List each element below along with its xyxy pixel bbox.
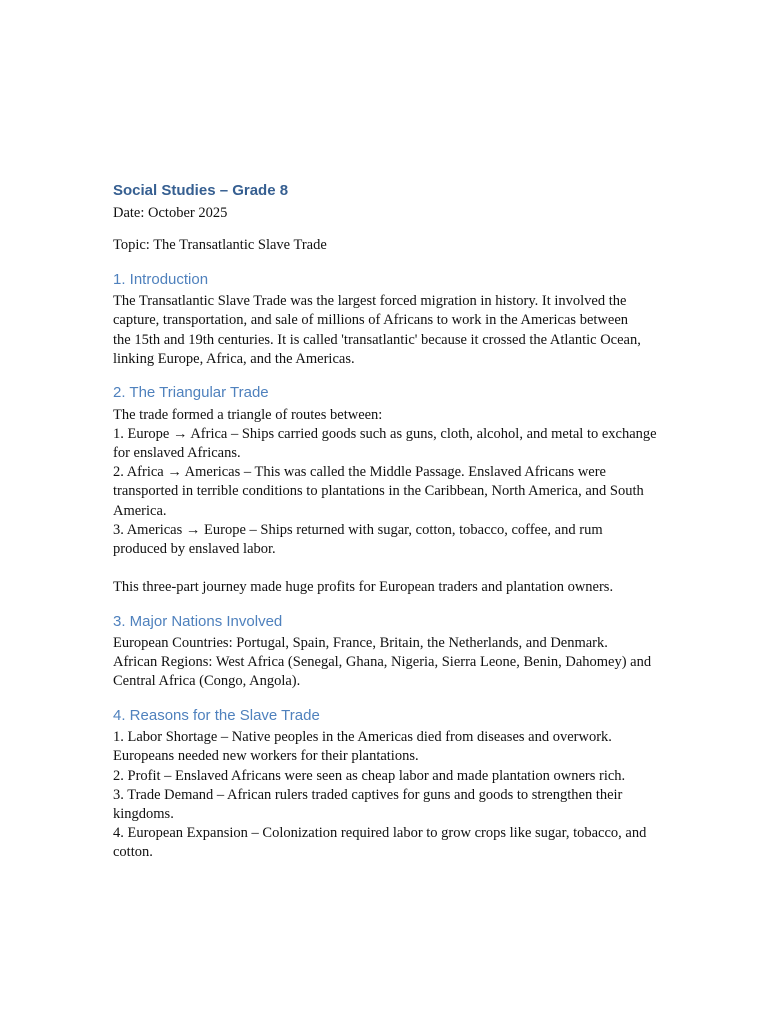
document-date: Date: October 2025 <box>113 205 228 222</box>
paragraph <box>113 578 713 597</box>
text-line: This three-part journey made huge profits for European traders and plantation owners. <box>113 579 614 596</box>
text-line: 1. Labor Shortage – Native peoples in the Americas died from diseases and overwork. <box>113 729 612 746</box>
text-line: African Regions: West Africa (Senegal, Ghana, Nigeria, Sierra Leone, Benin, Dahomey) and <box>113 654 652 671</box>
section-heading: 2. The Triangular Trade <box>113 384 269 402</box>
text-line: 2. Africa → Americas – This was called the Middle Passage. Enslaved Africans were <box>113 464 606 481</box>
text-line: European Countries: Portugal, Spain, France, Britain, the Netherlands, and Denmark. <box>113 635 608 652</box>
section-heading: 3. Major Nations Involved <box>113 612 283 630</box>
paragraph <box>113 728 713 862</box>
section-reasons <box>113 705 713 862</box>
text-line: The Transatlantic Slave Trade was the largest forced migration in history. It involved the <box>113 293 627 310</box>
text-line: 3. Trade Demand – African rulers traded captives for guns and goods to strengthen their <box>113 786 623 803</box>
section-triangular-trade <box>113 382 713 597</box>
document-title: Social Studies – Grade 8 <box>113 182 289 199</box>
text-line: capture, transportation, and sale of millions of Africans to work in the Americas between <box>113 312 629 329</box>
section-introduction <box>113 269 713 369</box>
section-heading: 4. Reasons for the Slave Trade <box>113 706 320 724</box>
text-line: 4. European Expansion – Colonization required labor to grow crops like sugar, tobacco, and <box>113 825 647 842</box>
text-line: 2. Profit – Enslaved Africans were seen as cheap labor and made plantation owners rich. <box>113 767 626 784</box>
section-major-nations <box>113 611 713 692</box>
document-page <box>113 180 713 862</box>
paragraph <box>113 634 713 691</box>
text-line: Central Africa (Congo, Angola). <box>113 673 301 690</box>
text-line: Europeans needed new workers for their plantations. <box>113 748 419 765</box>
text-line: The trade formed a triangle of routes between: <box>113 406 383 423</box>
document-topic: Topic: The Transatlantic Slave Trade <box>113 237 327 254</box>
text-line: America. <box>113 502 167 519</box>
paragraph <box>113 406 713 559</box>
text-line: produced by enslaved labor. <box>113 540 276 557</box>
text-line: kingdoms. <box>113 805 174 822</box>
text-line: the 15th and 19th centuries. It is called 'transatlantic' because it crossed the Atlantic Ocean, <box>113 331 641 348</box>
paragraph <box>113 292 713 369</box>
text-line: linking Europe, Africa, and the Americas. <box>113 350 355 367</box>
text-line: 1. Europe → Africa – Ships carried goods such as guns, cloth, alcohol, and metal to exchange <box>113 425 657 442</box>
section-heading: 1. Introduction <box>113 270 209 288</box>
text-line: transported in terrible conditions to plantations in the Caribbean, North America, and South <box>113 483 644 500</box>
text-line: 3. Americas → Europe – Ships returned with sugar, cotton, tobacco, coffee, and rum <box>113 521 603 538</box>
text-line: for enslaved Africans. <box>113 445 241 462</box>
text-line: cotton. <box>113 844 153 861</box>
